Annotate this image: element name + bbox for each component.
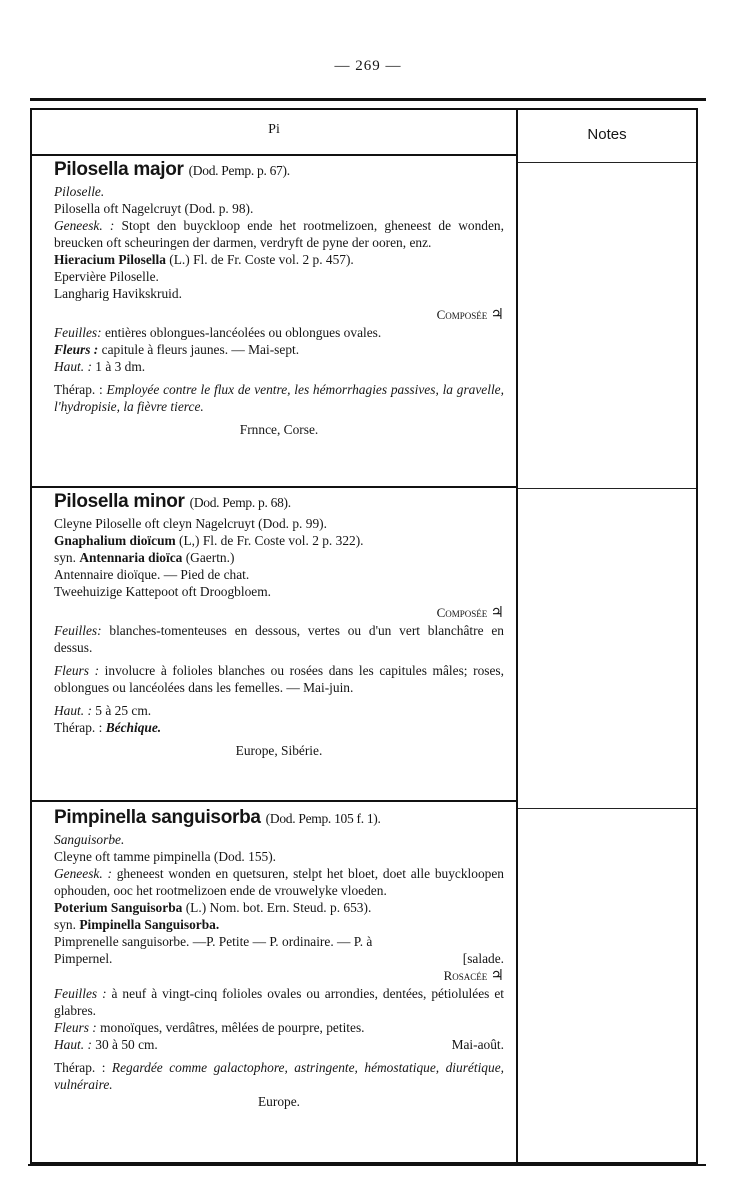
haut-text: Haut. : 1 à 3 dm. <box>54 359 146 374</box>
therap-text: Thérap. : Employée contre le flux de ventre, les hémorrhagies passives, la gravelle, l'hydropisie, la fièvre tierce. <box>54 382 504 414</box>
top-rule <box>30 98 706 101</box>
therap-text: Thérap. : Regardée comme galactophore, astringente, hémostatique, diurétique, vulnéraire. <box>54 1060 504 1092</box>
synonym: syn. Antennaria dioïca (Gaertn.) <box>54 550 235 565</box>
notes-separator <box>518 488 696 489</box>
header-pi: Pi <box>268 122 280 137</box>
entry-title: Pimpinella sanguisorba (Dod. Pemp. 105 f. 1). <box>54 807 381 828</box>
dutch-common-name: Langharig Havikskruid. <box>54 286 182 301</box>
dutch-name: Cleyne Piloselle oft cleyn Nagelcruyt (Dod. p. 99). <box>54 516 327 531</box>
entry-title: Pilosella major (Dod. Pemp. p. 67). <box>54 159 290 180</box>
dutch-name: Pilosella oft Nagelcruyt (Dod. p. 98). <box>54 201 254 216</box>
entry-pilosella-major <box>54 158 504 438</box>
geneesk-text: Geneesk. : Stopt den buyckloop ende het rootmelizoen, gheneest de wonden, breucken oft scheuringen der darmen, verdryft de pyne der ooren, enz. <box>54 218 504 250</box>
synonym: syn. Pimpinella Sanguisorba. <box>54 917 220 932</box>
fleurs-text: Fleurs : capitule à fleurs jaunes. — Mai-sept. <box>54 342 300 357</box>
entry-separator <box>32 486 516 488</box>
latin-name: Hieracium Pilosella (L.) Fl. de Fr. Coste vol. 2 p. 457). <box>54 252 354 267</box>
dutch-common-name: Tweehuizige Kattepoot oft Droogbloem. <box>54 584 271 599</box>
therap-text: Thérap. : Béchique. <box>54 720 162 735</box>
family-label: Rosacée ♃ <box>443 968 504 984</box>
family-label: Composée ♃ <box>436 307 504 323</box>
fleurs-text: Fleurs : monoïques, verdâtres, mêlées de pourpre, petites. <box>54 1020 365 1035</box>
header-rule-left <box>32 154 516 156</box>
entry-pilosella-minor <box>54 490 504 759</box>
region-text: Europe. <box>257 1094 301 1109</box>
family-label: Composée ♃ <box>436 605 504 621</box>
haut-text: Haut. : 30 à 50 cm. Mai-août. <box>54 1037 504 1052</box>
haut-text: Haut. : 5 à 25 cm. <box>54 703 152 718</box>
french-name: Piloselle. <box>54 184 105 199</box>
entry-pimpinella-sanguisorba <box>54 806 504 1110</box>
table-frame <box>30 108 698 1164</box>
notes-separator <box>518 808 696 809</box>
dutch-name: Cleyne oft tamme pimpinella (Dod. 155). <box>54 849 277 864</box>
french-common-name: Pimprenelle sanguisorbe. —P. Petite — P. ordinaire. — P. à <box>54 934 373 949</box>
region-text: Frnnce, Corse. <box>239 422 319 437</box>
region-text: Europe, Sibérie. <box>235 743 323 758</box>
geneesk-text: Geneesk. : gheneest wonden en quetsuren, stelpt het bloet, doet alle buyckloopen ophouden, ooc het rootmelizoen ende de vrouwelyke vloeden. <box>54 866 504 898</box>
latin-name: Poterium Sanguisorba (L.) Nom. bot. Ern. Steud. p. 653). <box>54 900 372 915</box>
feuilles-text: Feuilles: entières oblongues-lancéolées ou oblongues ovales. <box>54 325 382 340</box>
header-notes: Notes <box>587 126 627 143</box>
entry-separator <box>32 800 516 802</box>
feuilles-text: Feuilles : à neuf à vingt-cinq folioles ovales ou arrondies, dentées, pétiolulées et glabres. <box>54 986 504 1018</box>
latin-name: Gnaphalium dioïcum (L,) Fl. de Fr. Coste vol. 2 p. 322). <box>54 533 364 548</box>
entry-title: Pilosella minor (Dod. Pemp. p. 68). <box>54 491 291 512</box>
bottom-rule <box>28 1164 706 1166</box>
column-divider <box>516 110 518 1162</box>
feuilles-text: Feuilles: blanches-tomenteuses en dessous, vertes ou d'un vert blanchâtre en dessus. <box>54 623 504 655</box>
header-rule-right <box>518 162 696 163</box>
fleurs-text: Fleurs : involucre à folioles blanches ou rosées dans les capitules mâles; roses, oblongues ou lancéolées dans les femelles. — Mai-juin. <box>54 663 504 695</box>
french-name: Sanguisorbe. <box>54 832 125 847</box>
page-number: — 269 — <box>334 58 402 74</box>
french-common-name: Epervière Piloselle. <box>54 269 159 284</box>
french-common-name: Antennaire dioïque. — Pied de chat. <box>54 567 250 582</box>
dutch-common-name: Pimpernel. [salade. <box>54 951 504 966</box>
